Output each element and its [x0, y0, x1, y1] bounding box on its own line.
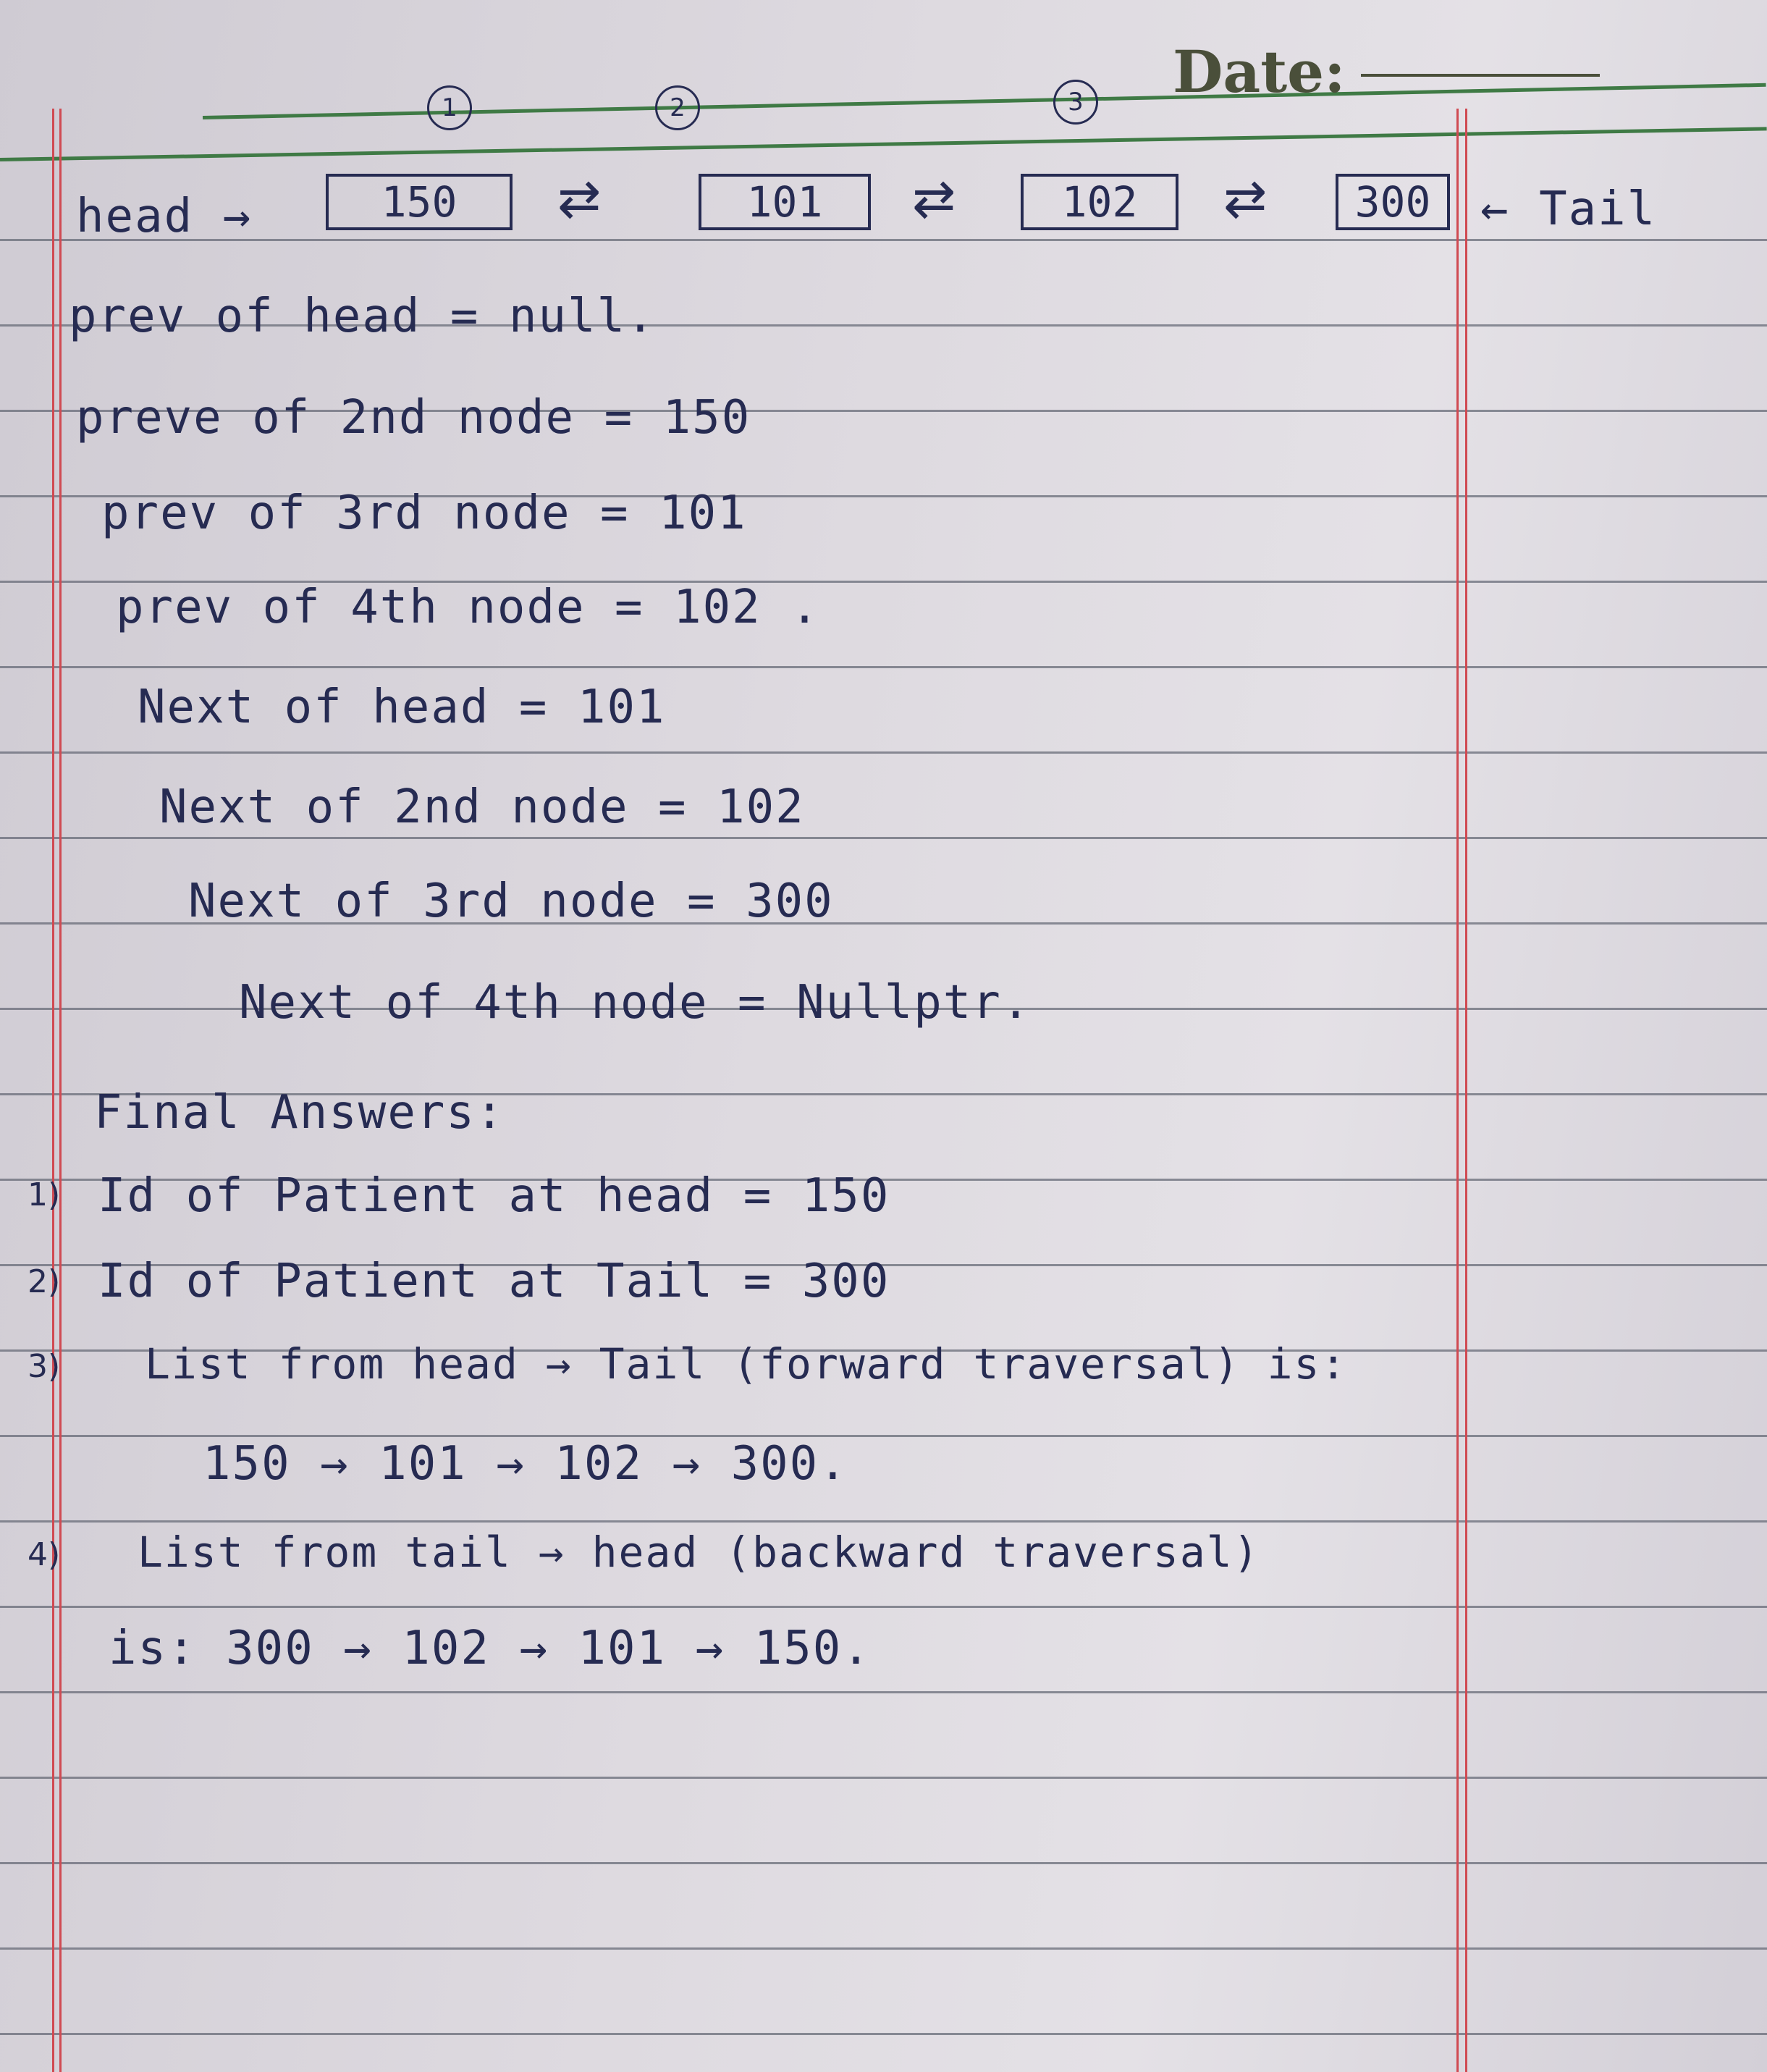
- ruled-line: [0, 1777, 1767, 1779]
- answer-backward-list: is: 300 → 102 → 101 → 150.: [109, 1622, 872, 1675]
- double-arrow-3: ⇄: [1223, 168, 1268, 229]
- next-of-3rd-node: Next of 3rd node = 300: [188, 875, 834, 928]
- left-margin-line: [52, 109, 54, 2072]
- node-box-2: 101: [699, 174, 871, 230]
- prev-of-3rd-node: prev of 3rd node = 101: [101, 487, 747, 540]
- final-answers-heading: Final Answers:: [94, 1086, 505, 1140]
- answer-number-3: 3): [28, 1348, 61, 1385]
- answer-forward-list: 150 → 101 → 102 → 300.: [203, 1437, 848, 1491]
- node-number-2: 2: [655, 85, 700, 130]
- answer-tail-id: Id of Patient at Tail = 300: [98, 1255, 890, 1308]
- date-line: [1361, 74, 1600, 77]
- ruled-line: [0, 1862, 1767, 1864]
- ruled-line: [0, 239, 1767, 241]
- ruled-line: [0, 751, 1767, 754]
- double-arrow-2: ⇄: [912, 168, 956, 229]
- node-box-1: 150: [326, 174, 513, 230]
- answer-head-id: Id of Patient at head = 150: [98, 1169, 890, 1223]
- prev-of-2nd-node: preve of 2nd node = 150: [76, 391, 751, 445]
- prev-of-4th-node: prev of 4th node = 102 .: [116, 581, 820, 634]
- ruled-line: [0, 2033, 1767, 2035]
- date-label: Date:: [1173, 38, 1346, 106]
- double-arrow-1: ⇄: [557, 168, 602, 229]
- header-rule-bottom: [0, 127, 1767, 161]
- next-of-4th-node: Next of 4th node = Nullptr.: [239, 976, 1032, 1029]
- next-of-head: Next of head = 101: [138, 681, 666, 734]
- node-box-3: 102: [1021, 174, 1178, 230]
- ruled-line: [0, 1947, 1767, 1950]
- node-box-4: 300: [1336, 174, 1450, 230]
- ruled-line: [0, 1691, 1767, 1693]
- ruled-line: [0, 1606, 1767, 1608]
- left-margin-line: [59, 109, 62, 2072]
- answer-number-2: 2): [28, 1263, 61, 1300]
- ruled-line: [0, 666, 1767, 668]
- tail-label: ← Tail: [1480, 182, 1657, 236]
- ruled-line: [0, 837, 1767, 839]
- node-number-1: 1: [427, 85, 472, 130]
- ruled-line: [0, 1520, 1767, 1523]
- next-of-2nd-node: Next of 2nd node = 102: [159, 780, 805, 834]
- answer-backward-traversal: List from tail → head (backward traversal): [138, 1528, 1260, 1577]
- right-margin-line: [1456, 109, 1459, 2072]
- node-number-3: 3: [1053, 80, 1098, 125]
- right-margin-line: [1465, 109, 1467, 2072]
- answer-number-1: 1): [28, 1176, 61, 1213]
- answer-forward-traversal: List from head → Tail (forward traversal) is:: [145, 1339, 1348, 1389]
- prev-of-head: prev of head = null.: [69, 290, 656, 343]
- answer-number-4: 4): [28, 1536, 61, 1573]
- head-label: head →: [76, 190, 253, 243]
